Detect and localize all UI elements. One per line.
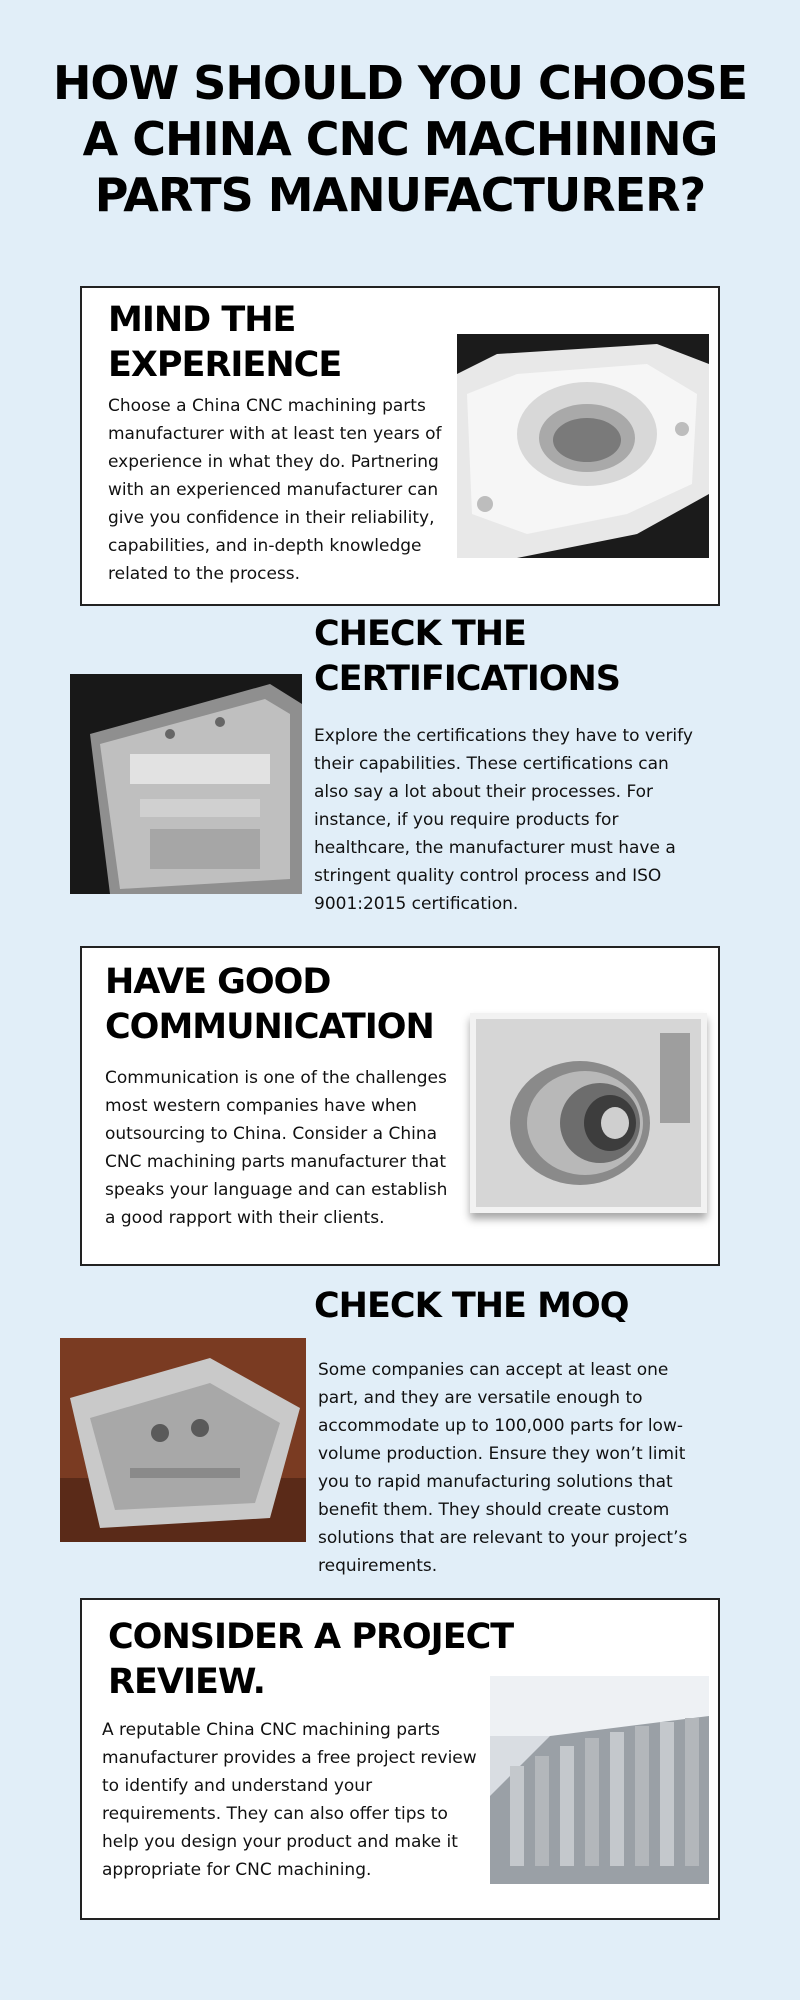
- experience-heading: MIND THE EXPERIENCE: [108, 300, 342, 385]
- project-review-text: A reputable China CNC machining parts manufacturer provides a free project review to identify and understand your requirements. They can also offer tips to help you design your product and make it appropriate for CNC machining.: [102, 1720, 477, 1880]
- communication-text: Communication is one of the challenges most western companies have when outsourcing to China. Consider a China CNC machining parts manufacturer that speaks your language and can establish a good rapport with their clients.: [105, 1068, 448, 1228]
- certifications-heading: CHECK THE CERTIFICATIONS: [314, 614, 621, 699]
- white-machined-part-image: [457, 334, 709, 558]
- page-title: HOW SHOULD YOU CHOOSE A CHINA CNC MACHINING PARTS MANUFACTURER?: [52, 56, 748, 222]
- project-review-heading: CONSIDER A PROJECT REVIEW.: [108, 1617, 514, 1702]
- sheet-metal-bracket-image: [60, 1338, 306, 1542]
- threaded-metal-part-image: [470, 1013, 707, 1213]
- moq-text: Some companies can accept at least one part, and they are versatile enough to accommodate up to 100,000 parts for low-volume production. Ensure they won’t limit you to rapid manufacturing solutions that benefit them. They should create custom solutions that are relevant to your project’s requirements.: [318, 1360, 688, 1576]
- moq-heading: CHECK THE MOQ: [314, 1286, 629, 1326]
- experience-text: Choose a China CNC machining parts manufacturer with at least ten years of experience in what they do. Partnering with an experienced manufacturer can give you confidence in their reliability, capabilities, and in-depth knowledge related to the process.: [108, 396, 442, 584]
- communication-heading: HAVE GOOD COMMUNICATION: [105, 962, 434, 1047]
- aluminum-cnc-part-image: [70, 674, 302, 894]
- stamped-metal-parts-image: [490, 1676, 709, 1884]
- certifications-text: Explore the certifications they have to verify their capabilities. These certifications can also say a lot about their processes. For instance, if you require products for healthcare, the manufacturer must have a stringent quality control process and ISO 9001:2015 certification.: [314, 726, 693, 914]
